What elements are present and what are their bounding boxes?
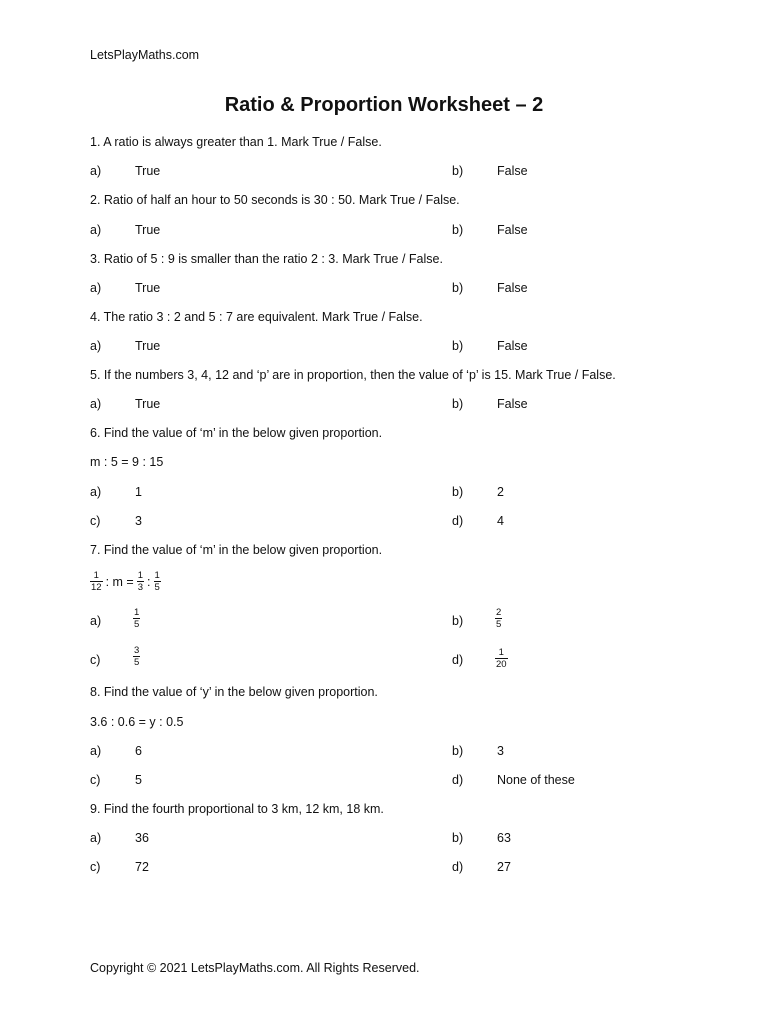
q9-option-b-value: 63: [497, 831, 511, 845]
q2-option-a-value: True: [135, 223, 161, 237]
q6-option-d-value: 4: [497, 514, 504, 528]
q7-option-a-letter: a): [90, 614, 102, 628]
copyright-footer: Copyright © 2021 LetsPlayMaths.com. All Rights Reserved.: [90, 961, 420, 975]
q2-option-a-letter: a): [90, 223, 102, 237]
q4-option-b-value: False: [497, 339, 528, 353]
q3-option-a-letter: a): [90, 281, 102, 295]
q7-option-c-letter: c): [90, 653, 101, 667]
q9-option-c-value: 72: [135, 860, 149, 874]
question-2-text: 2. Ratio of half an hour to 50 seconds is 30 : 50. Mark True / False.: [90, 193, 460, 207]
q8-option-d-letter: d): [452, 773, 464, 787]
page-title: Ratio & Proportion Worksheet – 2: [224, 94, 544, 116]
site-name: LetsPlayMaths.com: [90, 48, 200, 62]
q9-option-d-value: 27: [497, 860, 511, 874]
q7-option-d-fraction: $\frac{1}{20}$: [496, 647, 507, 670]
q4-option-b-letter: b): [452, 339, 464, 353]
q6-option-a-value: 1: [135, 485, 142, 499]
q8-expression: 3.6 : 0.6 = y : 0.5: [90, 715, 184, 729]
q3-option-b-letter: b): [452, 281, 464, 295]
q7-fraction-2: $\frac{1}{3}$: [137, 570, 144, 593]
q7-option-b-letter: b): [452, 614, 464, 628]
q6-option-b-value: 2: [497, 485, 504, 499]
q6-option-d-letter: d): [452, 514, 464, 528]
question-9-text: 9. Find the fourth proportional to 3 km, 12 km, 18 km.: [90, 802, 384, 816]
q9-option-d-letter: d): [452, 860, 464, 874]
question-8-text: 8. Find the value of ‘y’ in the below given proportion.: [90, 685, 378, 699]
question-7-text: 7. Find the value of ‘m’ in the below given proportion.: [90, 543, 383, 557]
q5-option-a-letter: a): [90, 397, 102, 411]
q1-option-a-letter: a): [90, 164, 102, 178]
q2-option-b-value: False: [497, 223, 528, 237]
q8-option-a-letter: a): [90, 744, 102, 758]
q7-option-c-fraction: $\frac{3}{5}$: [134, 645, 140, 668]
q1-option-b-letter: b): [452, 164, 464, 178]
q6-option-c-value: 3: [135, 514, 142, 528]
q9-option-a-value: 36: [135, 831, 149, 845]
q7-option-a-fraction: $\frac{1}{5}$: [134, 607, 140, 630]
question-5-text: 5. If the numbers 3, 4, 12 and ‘p’ are in proportion, then the value of ‘p’ is 15. Mark True / False.: [90, 368, 616, 382]
q8-option-b-value: 3: [497, 744, 504, 758]
q7-option-d-letter: d): [452, 653, 464, 667]
q1-option-a-value: True: [135, 164, 161, 178]
q9-option-c-letter: c): [90, 860, 101, 874]
q7-fraction-3: $\frac{1}{5}$: [154, 570, 160, 593]
q6-expression: m : 5 = 9 : 15: [90, 455, 164, 469]
q9-option-b-letter: b): [452, 831, 464, 845]
question-3-text: 3. Ratio of 5 : 9 is smaller than the ratio 2 : 3. Mark True / False.: [90, 252, 443, 266]
q5-option-b-letter: b): [452, 397, 464, 411]
q9-option-a-letter: a): [90, 831, 102, 845]
q8-option-b-letter: b): [452, 744, 464, 758]
q7-expression-mid: : m =: [105, 574, 134, 589]
q1-option-b-value: False: [497, 164, 528, 178]
question-1-text: 1. A ratio is always greater than 1. Mark True / False.: [90, 135, 382, 149]
q3-option-b-value: False: [497, 281, 528, 295]
q2-option-b-letter: b): [452, 223, 464, 237]
question-4-text: 4. The ratio 3 : 2 and 5 : 7 are equivalent. Mark True / False.: [90, 310, 423, 324]
q7-fraction-1: $\frac{1}{12}$: [91, 570, 102, 593]
q4-option-a-value: True: [135, 339, 161, 353]
q4-option-a-letter: a): [90, 339, 102, 353]
question-6-text: 6. Find the value of ‘m’ in the below given proportion.: [90, 426, 383, 440]
q5-option-a-value: True: [135, 397, 161, 411]
q8-option-c-value: 5: [135, 773, 142, 787]
q8-option-c-letter: c): [90, 773, 101, 787]
q7-option-b-fraction: $\frac{2}{5}$: [496, 607, 502, 630]
q6-option-a-letter: a): [90, 485, 102, 499]
q7-expression: [90, 570, 161, 593]
q8-option-d-value: None of these: [497, 773, 575, 787]
q7-expression-colon: :: [147, 574, 151, 589]
q3-option-a-value: True: [135, 281, 161, 295]
q5-option-b-value: False: [497, 397, 528, 411]
q6-option-b-letter: b): [452, 485, 464, 499]
q8-option-a-value: 6: [135, 744, 142, 758]
q6-option-c-letter: c): [90, 514, 101, 528]
